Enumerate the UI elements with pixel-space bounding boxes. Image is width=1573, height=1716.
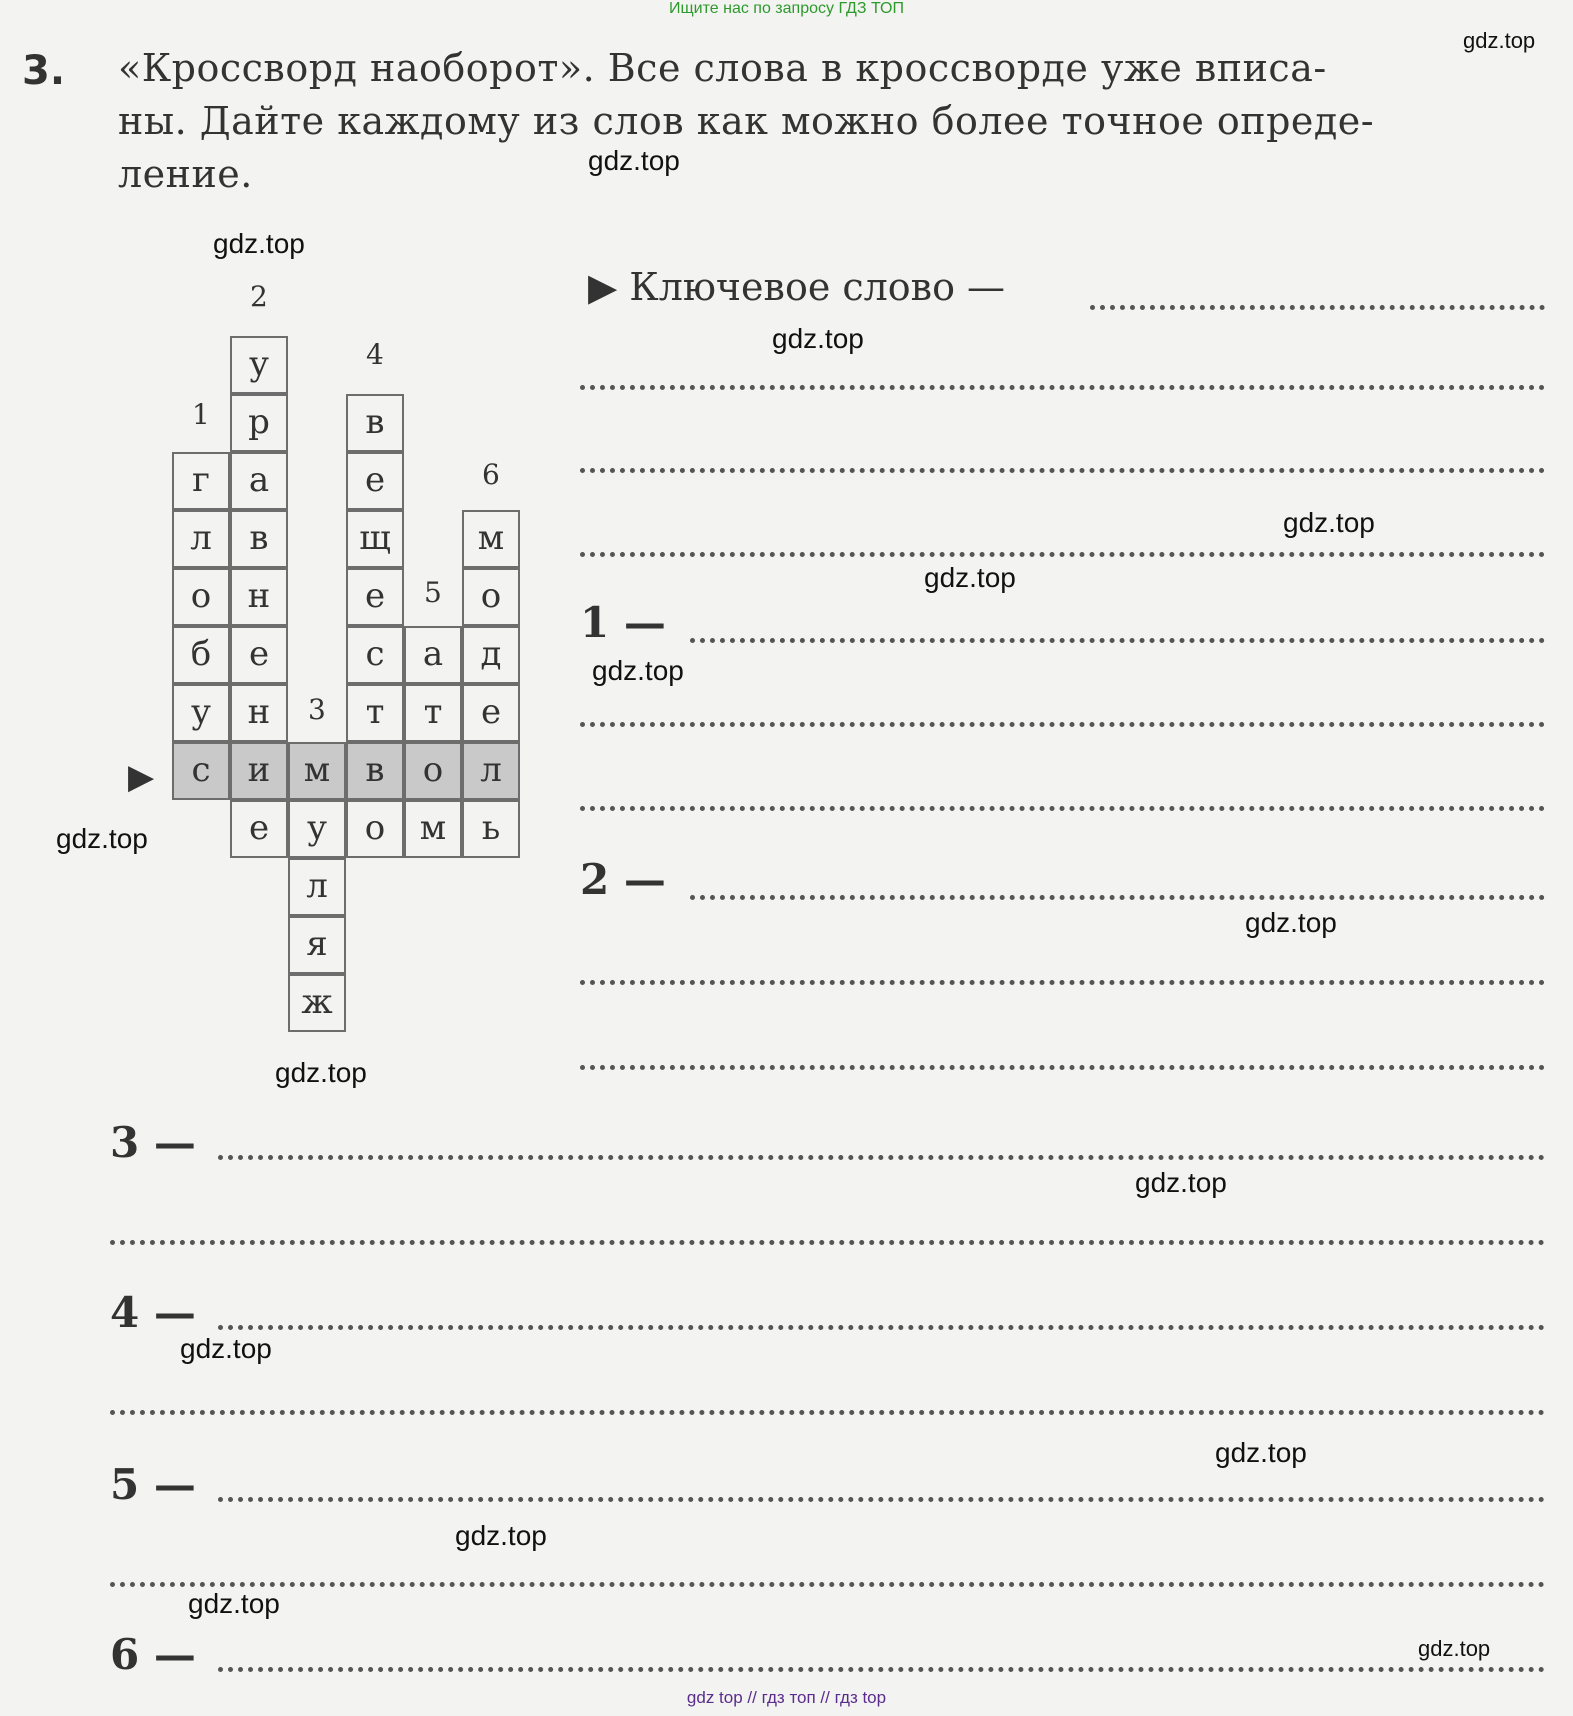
answer-label-1: 1 — bbox=[580, 598, 666, 647]
answer-line[interactable] bbox=[218, 1325, 1545, 1330]
crossword-cell[interactable]: в bbox=[346, 394, 404, 452]
task-line: ны. Дайте каждому из слов как можно более точное опреде- bbox=[118, 99, 1375, 143]
answer-line[interactable] bbox=[218, 1667, 1545, 1672]
crossword-cell[interactable]: у bbox=[288, 800, 346, 858]
crossword-cell[interactable]: т bbox=[404, 684, 462, 742]
crossword-cell[interactable]: о bbox=[404, 742, 462, 800]
answer-label-3: 3 — bbox=[110, 1118, 196, 1167]
crossword-cell[interactable]: р bbox=[230, 394, 288, 452]
watermark: gdz.top bbox=[213, 228, 305, 259]
watermark: gdz.top bbox=[1463, 28, 1536, 53]
task-line: ление. bbox=[118, 152, 253, 196]
crossword-cell[interactable]: а bbox=[404, 626, 462, 684]
task-text bbox=[118, 42, 1558, 201]
watermark: gdz.top bbox=[592, 655, 684, 686]
answer-line[interactable] bbox=[580, 385, 1545, 390]
answer-label-6: 6 — bbox=[110, 1630, 196, 1679]
watermark: gdz.top bbox=[455, 1520, 547, 1551]
crossword-cell[interactable]: е bbox=[230, 626, 288, 684]
answer-line[interactable] bbox=[580, 468, 1545, 473]
top-banner-link[interactable]: Ищите нас по запросу ГДЗ ТОП bbox=[669, 0, 904, 17]
crossword-cell[interactable]: а bbox=[230, 452, 288, 510]
answer-line[interactable] bbox=[1090, 305, 1545, 310]
crossword-cell[interactable]: с bbox=[172, 742, 230, 800]
crossword-cell[interactable]: м bbox=[462, 510, 520, 568]
answer-line[interactable] bbox=[110, 1410, 1545, 1415]
word-number: 2 bbox=[250, 280, 268, 313]
answer-label-5: 5 — bbox=[110, 1460, 196, 1509]
answer-line[interactable] bbox=[110, 1240, 1545, 1245]
crossword-cell[interactable]: о bbox=[462, 568, 520, 626]
crossword-cell[interactable]: ь bbox=[462, 800, 520, 858]
watermark: gdz.top bbox=[180, 1333, 272, 1364]
crossword-cell[interactable]: и bbox=[230, 742, 288, 800]
word-number: 6 bbox=[482, 458, 500, 491]
crossword-cell[interactable]: н bbox=[230, 684, 288, 742]
watermark: gdz.top bbox=[1418, 1636, 1491, 1661]
answer-line[interactable] bbox=[218, 1155, 1545, 1160]
crossword-cell[interactable]: л bbox=[172, 510, 230, 568]
crossword-cell[interactable]: м bbox=[404, 800, 462, 858]
crossword-cell[interactable]: у bbox=[230, 336, 288, 394]
watermark: gdz.top bbox=[56, 823, 148, 854]
answer-line[interactable] bbox=[580, 552, 1545, 557]
answer-line[interactable] bbox=[690, 638, 1545, 643]
keyword-arrow-icon: ▶ bbox=[128, 757, 155, 797]
watermark: gdz.top bbox=[772, 323, 864, 354]
crossword-cell[interactable]: л bbox=[462, 742, 520, 800]
crossword-cell[interactable]: е bbox=[346, 568, 404, 626]
answer-line[interactable] bbox=[690, 895, 1545, 900]
watermark: gdz.top bbox=[588, 145, 680, 176]
answer-line[interactable] bbox=[580, 722, 1545, 727]
word-number: 3 bbox=[308, 693, 326, 726]
crossword-cell[interactable]: ж bbox=[288, 974, 346, 1032]
crossword-cell[interactable]: т bbox=[346, 684, 404, 742]
crossword-cell[interactable]: б bbox=[172, 626, 230, 684]
watermark: gdz.top bbox=[275, 1057, 367, 1088]
crossword-cell[interactable]: д bbox=[462, 626, 520, 684]
crossword-cell[interactable]: я bbox=[288, 916, 346, 974]
crossword-cell[interactable]: с bbox=[346, 626, 404, 684]
watermark: gdz.top bbox=[1215, 1437, 1307, 1468]
watermark: gdz.top bbox=[1245, 907, 1337, 938]
crossword-cell[interactable]: у bbox=[172, 684, 230, 742]
answer-line[interactable] bbox=[580, 980, 1545, 985]
watermark: gdz.top bbox=[924, 562, 1016, 593]
watermark: gdz.top bbox=[1135, 1167, 1227, 1198]
crossword-cell[interactable]: н bbox=[230, 568, 288, 626]
bottom-banner-link[interactable]: gdz top // гдз топ // гдз top bbox=[686, 1688, 887, 1707]
task-number: 3. bbox=[22, 48, 66, 94]
word-number: 4 bbox=[366, 338, 384, 371]
answer-line[interactable] bbox=[218, 1497, 1545, 1502]
answer-line[interactable] bbox=[110, 1582, 1545, 1587]
answer-line[interactable] bbox=[580, 1065, 1545, 1070]
task-line: «Кроссворд наоборот». Все слова в кроссворде уже вписа- bbox=[118, 46, 1327, 90]
answer-label-2: 2 — bbox=[580, 855, 666, 904]
crossword-cell[interactable]: в bbox=[346, 742, 404, 800]
watermark: gdz.top bbox=[188, 1588, 280, 1619]
crossword-cell[interactable]: л bbox=[288, 858, 346, 916]
watermark: gdz.top bbox=[1283, 507, 1375, 538]
word-number: 1 bbox=[192, 398, 210, 431]
crossword-cell[interactable]: в bbox=[230, 510, 288, 568]
crossword-cell[interactable]: о bbox=[346, 800, 404, 858]
crossword-cell[interactable]: е bbox=[230, 800, 288, 858]
keyword-label: ▶ Ключевое слово — bbox=[588, 265, 1006, 309]
crossword-cell[interactable]: о bbox=[172, 568, 230, 626]
answer-line[interactable] bbox=[580, 806, 1545, 811]
answer-label-4: 4 — bbox=[110, 1288, 196, 1337]
word-number: 5 bbox=[424, 576, 442, 609]
crossword-cell[interactable]: г bbox=[172, 452, 230, 510]
crossword-cell[interactable]: е bbox=[462, 684, 520, 742]
crossword-cell[interactable]: щ bbox=[346, 510, 404, 568]
crossword-cell[interactable]: е bbox=[346, 452, 404, 510]
crossword-cell[interactable]: м bbox=[288, 742, 346, 800]
